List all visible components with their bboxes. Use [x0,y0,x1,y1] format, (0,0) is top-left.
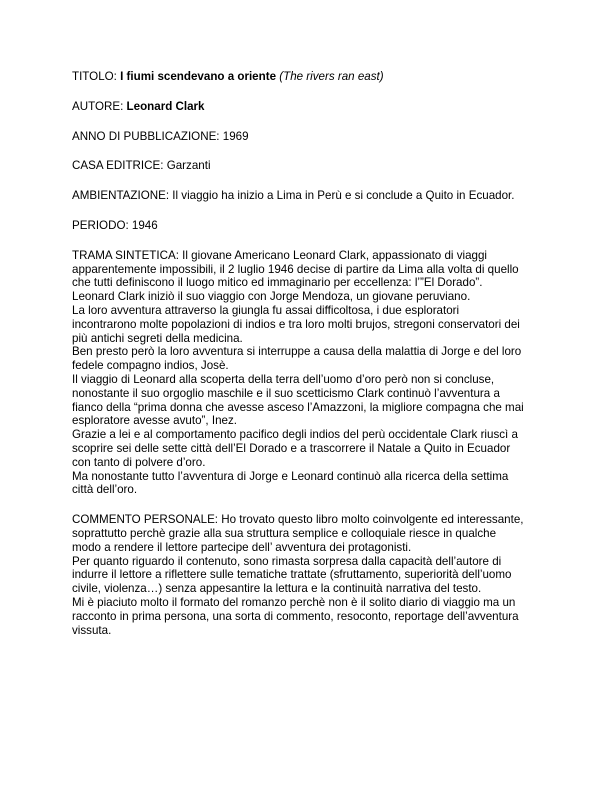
period: PERIODO: 1946 [72,218,158,232]
plot-line: fedele compagno indios, Josè. [72,359,229,373]
plot-line: La loro avventura attraverso la giungla fu assai difficoltosa, i due esploratori [72,303,460,317]
document-body [72,70,546,652]
plot-line: Grazie a lei e al comportamento pacifico degli indios del perù occidentale Clark riuscì a [72,428,518,442]
comment-line: racconto in prima persona, una sorta di commento, resoconto, reportage dell’avventura [72,609,519,623]
plot-line: apparentemente impossibili, il 2 luglio 1946 decise di partire da Lima alla volta di quello [72,262,519,276]
publisher: CASA EDITRICE: Garzanti [72,159,211,173]
plot-line: Ben presto però la loro avventura si interruppe a causa della malattia di Jorge e del loro [72,345,522,359]
title-label: TITOLO: [72,70,121,83]
plot-line: Leonard Clark iniziò il suo viaggio con Jorge Mendoza, un giovane peruviano. [72,290,471,304]
plot-line: con tanto di polvere d’oro. [72,455,206,469]
author-field [72,100,546,114]
plot-line: Il viaggio di Leonard alla scoperta della terra dell’uomo d’oro però non si concluse, [72,372,495,386]
personal-comment [72,513,546,637]
publication-year: ANNO DI PUBBLICAZIONE: 1969 [72,129,249,143]
plot-line: Ma nonostante tutto l’avventura di Jorge e Leonard continuò alla ricerca della settima [72,469,509,483]
plot-line: TRAMA SINTETICA: Il giovane Americano Leonard Clark, appassionato di viaggi [72,248,487,262]
comment-line: soprattutto perchè grazie alla sua struttura semplice e colloquiale riesce in qualche [72,526,497,540]
plot-line: più antichi segreti della medicina. [72,331,243,345]
plot-line: città dell’oro. [72,483,138,497]
comment-line: civile, violenza…) senza appesantire la lettura e la continuità narrativa del testo. [72,582,482,596]
plot-line: esploratore avesse avuto”, Inez. [72,414,237,428]
comment-line: vissuta. [72,623,112,637]
plot-line: nonostante il suo orgoglio maschile e il suo scetticismo Clark continuò l’avventura a [72,386,500,400]
setting: AMBIENTAZIONE: Il viaggio ha inizio a Lima in Perù e si conclude a Quito in Ecuador. [72,189,515,203]
book-title-translation: (The rivers ran east) [276,70,384,83]
plot-line: che tutti definiscono il luogo mitico ed immaginario per eccellenza: l’”El Dorado”. [72,276,483,290]
comment-line: Per quanto riguardo il contenuto, sono rimasta sorpresa dalla capacità dell’autore di [72,554,502,568]
comment-line: modo a rendere il lettore partecipe dell’ avventura dei protagonisti. [72,540,412,554]
plot-line: scoprire sei delle sette città dell’El Dorado e a trascorrere il Natale a Quito in Ecuador [72,441,511,455]
plot-line: fianco della “prima donna che avesse asceso l’Amazzoni, la migliore compagna che mai [72,400,524,414]
book-title: I fiumi scendevano a oriente [120,70,277,83]
comment-line: Mi è piaciuto molto il formato del romanzo perchè non è il solito diario di viaggio ma un [72,595,516,609]
author-name: Leonard Clark [126,99,205,113]
author-label: AUTORE: [72,99,127,113]
comment-line: COMMENTO PERSONALE: Ho trovato questo libro molto coinvolgente ed interessante, [72,513,524,527]
title-field [72,70,546,84]
plot-line: incontrarono molte popolazioni di indios e tra loro molti brujos, stregoni conservatori dei [72,317,520,331]
comment-line: indurre il lettore a riflettere sulle tematiche trattate (sfruttamento, superiorità dell’uomo [72,568,512,582]
plot-summary [72,249,546,497]
